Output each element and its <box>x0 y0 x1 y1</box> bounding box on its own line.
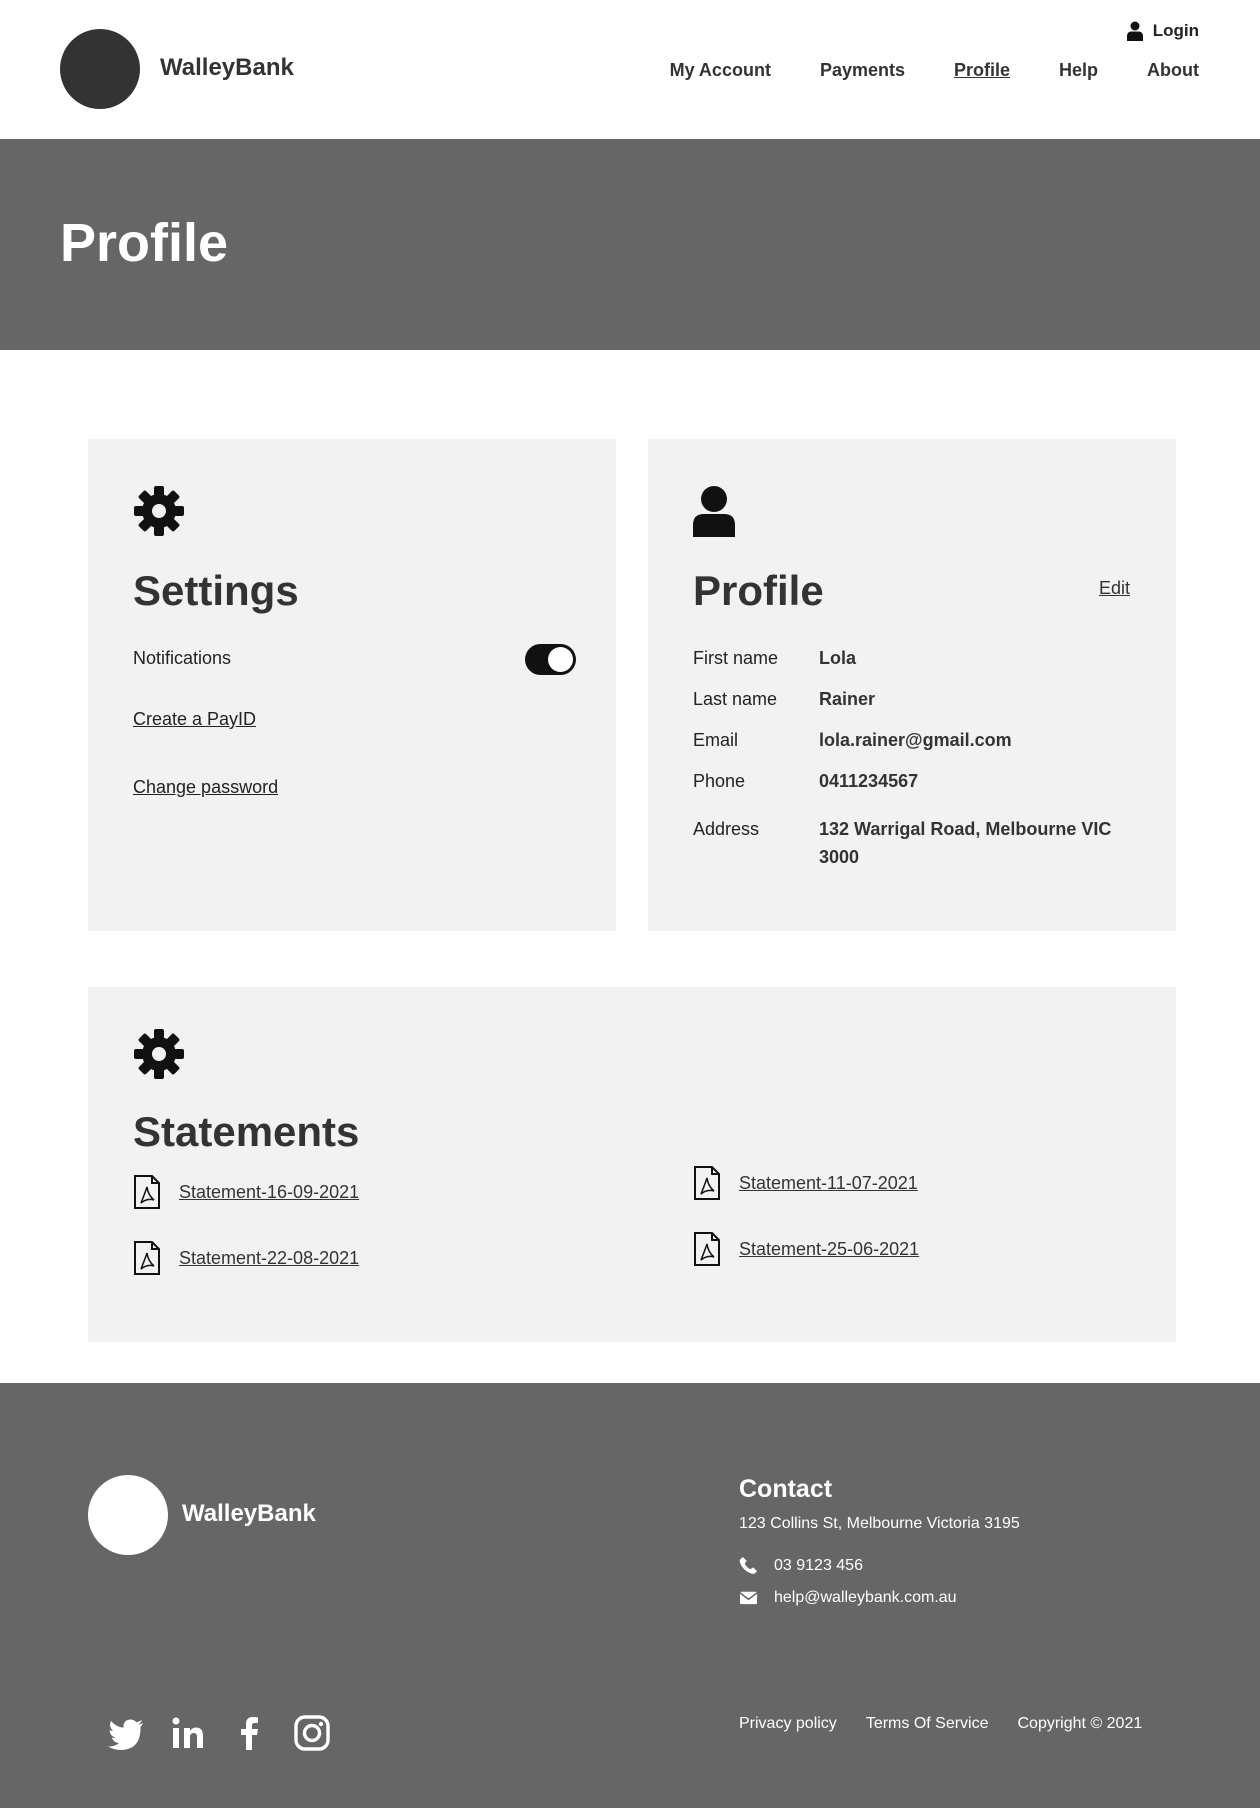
site-header <box>0 0 1260 139</box>
settings-title: Settings <box>133 567 299 614</box>
phone-icon <box>739 1556 758 1575</box>
footer-logo-icon[interactable] <box>88 1475 168 1555</box>
notifications-toggle[interactable] <box>525 644 576 675</box>
user-icon <box>693 485 745 537</box>
gear-icon <box>133 485 185 537</box>
nav-payments[interactable]: Payments <box>819 60 905 80</box>
privacy-policy-link[interactable]: Privacy policy <box>739 1715 837 1732</box>
nav-my-account[interactable]: My Account <box>669 60 771 80</box>
last-name-label: Last name <box>693 689 778 709</box>
gear-icon <box>133 1028 185 1080</box>
statement-label: Statement-11-07-2021 <box>739 1172 918 1193</box>
logo-icon[interactable] <box>60 29 140 109</box>
terms-of-service-link[interactable]: Terms Of Service <box>865 1715 989 1732</box>
change-password-link[interactable]: Change password <box>133 777 279 797</box>
address-label: Address <box>693 819 760 839</box>
email-value: lola.rainer@gmail.com <box>819 730 1012 750</box>
user-icon <box>1127 21 1143 41</box>
site-footer <box>0 1383 1260 1808</box>
instagram-icon[interactable] <box>294 1715 330 1751</box>
last-name-value: Rainer <box>819 689 876 709</box>
pdf-icon <box>693 1166 721 1200</box>
social-links <box>108 1715 330 1751</box>
create-payid-link[interactable]: Create a PayID <box>133 709 257 729</box>
notifications-label: Notifications <box>133 648 232 668</box>
contact-email[interactable] <box>739 1588 957 1607</box>
statement-label: Statement-16-09-2021 <box>179 1181 360 1202</box>
facebook-icon[interactable] <box>232 1715 268 1751</box>
phone-value: 0411234567 <box>819 771 919 791</box>
twitter-icon[interactable] <box>108 1715 144 1751</box>
legal-links <box>739 1715 1142 1733</box>
contact-email-text: help@walleybank.com.au <box>774 1588 957 1606</box>
linkedin-icon[interactable] <box>170 1715 206 1751</box>
footer-brand-name[interactable]: WalleyBank <box>182 1500 316 1527</box>
nav-profile[interactable]: Profile <box>953 60 1010 80</box>
copyright-text: Copyright © 2021 <box>1017 1715 1143 1732</box>
contact-title: Contact <box>739 1475 833 1503</box>
statements-card <box>88 987 1176 1342</box>
nav-about[interactable]: About <box>1147 60 1199 80</box>
contact-phone-text: 03 9123 456 <box>774 1556 863 1574</box>
statement-label: Statement-25-06-2021 <box>739 1238 920 1259</box>
address-value: 132 Warrigal Road, Melbourne VIC 3000 <box>819 819 1112 867</box>
statement-link[interactable] <box>693 1232 919 1266</box>
statements-title: Statements <box>133 1108 360 1155</box>
first-name-label: First name <box>693 648 779 668</box>
profile-title: Profile <box>693 567 824 614</box>
statement-link[interactable] <box>133 1175 359 1209</box>
page-title: Profile <box>60 213 229 273</box>
statement-link[interactable] <box>693 1166 918 1200</box>
email-label: Email <box>693 730 739 750</box>
main-nav <box>670 60 1199 81</box>
mail-icon <box>739 1588 758 1607</box>
phone-label: Phone <box>693 771 746 791</box>
profile-card <box>648 439 1176 931</box>
contact-phone[interactable] <box>739 1556 863 1575</box>
first-name-value: Lola <box>819 648 857 668</box>
edit-profile-link[interactable]: Edit <box>1098 578 1130 598</box>
brand-name[interactable]: WalleyBank <box>160 54 294 81</box>
login-label: Login <box>1152 21 1199 40</box>
settings-card <box>88 439 616 931</box>
nav-help[interactable]: Help <box>1059 60 1099 80</box>
statement-link[interactable] <box>133 1241 359 1275</box>
statement-label: Statement-22-08-2021 <box>179 1247 360 1268</box>
hero-banner <box>0 139 1260 350</box>
pdf-icon <box>133 1175 161 1209</box>
pdf-icon <box>133 1241 161 1275</box>
login-button[interactable] <box>1127 21 1199 41</box>
contact-address: 123 Collins St, Melbourne Victoria 3195 <box>739 1515 1020 1532</box>
pdf-icon <box>693 1232 721 1266</box>
toggle-knob <box>548 647 573 672</box>
